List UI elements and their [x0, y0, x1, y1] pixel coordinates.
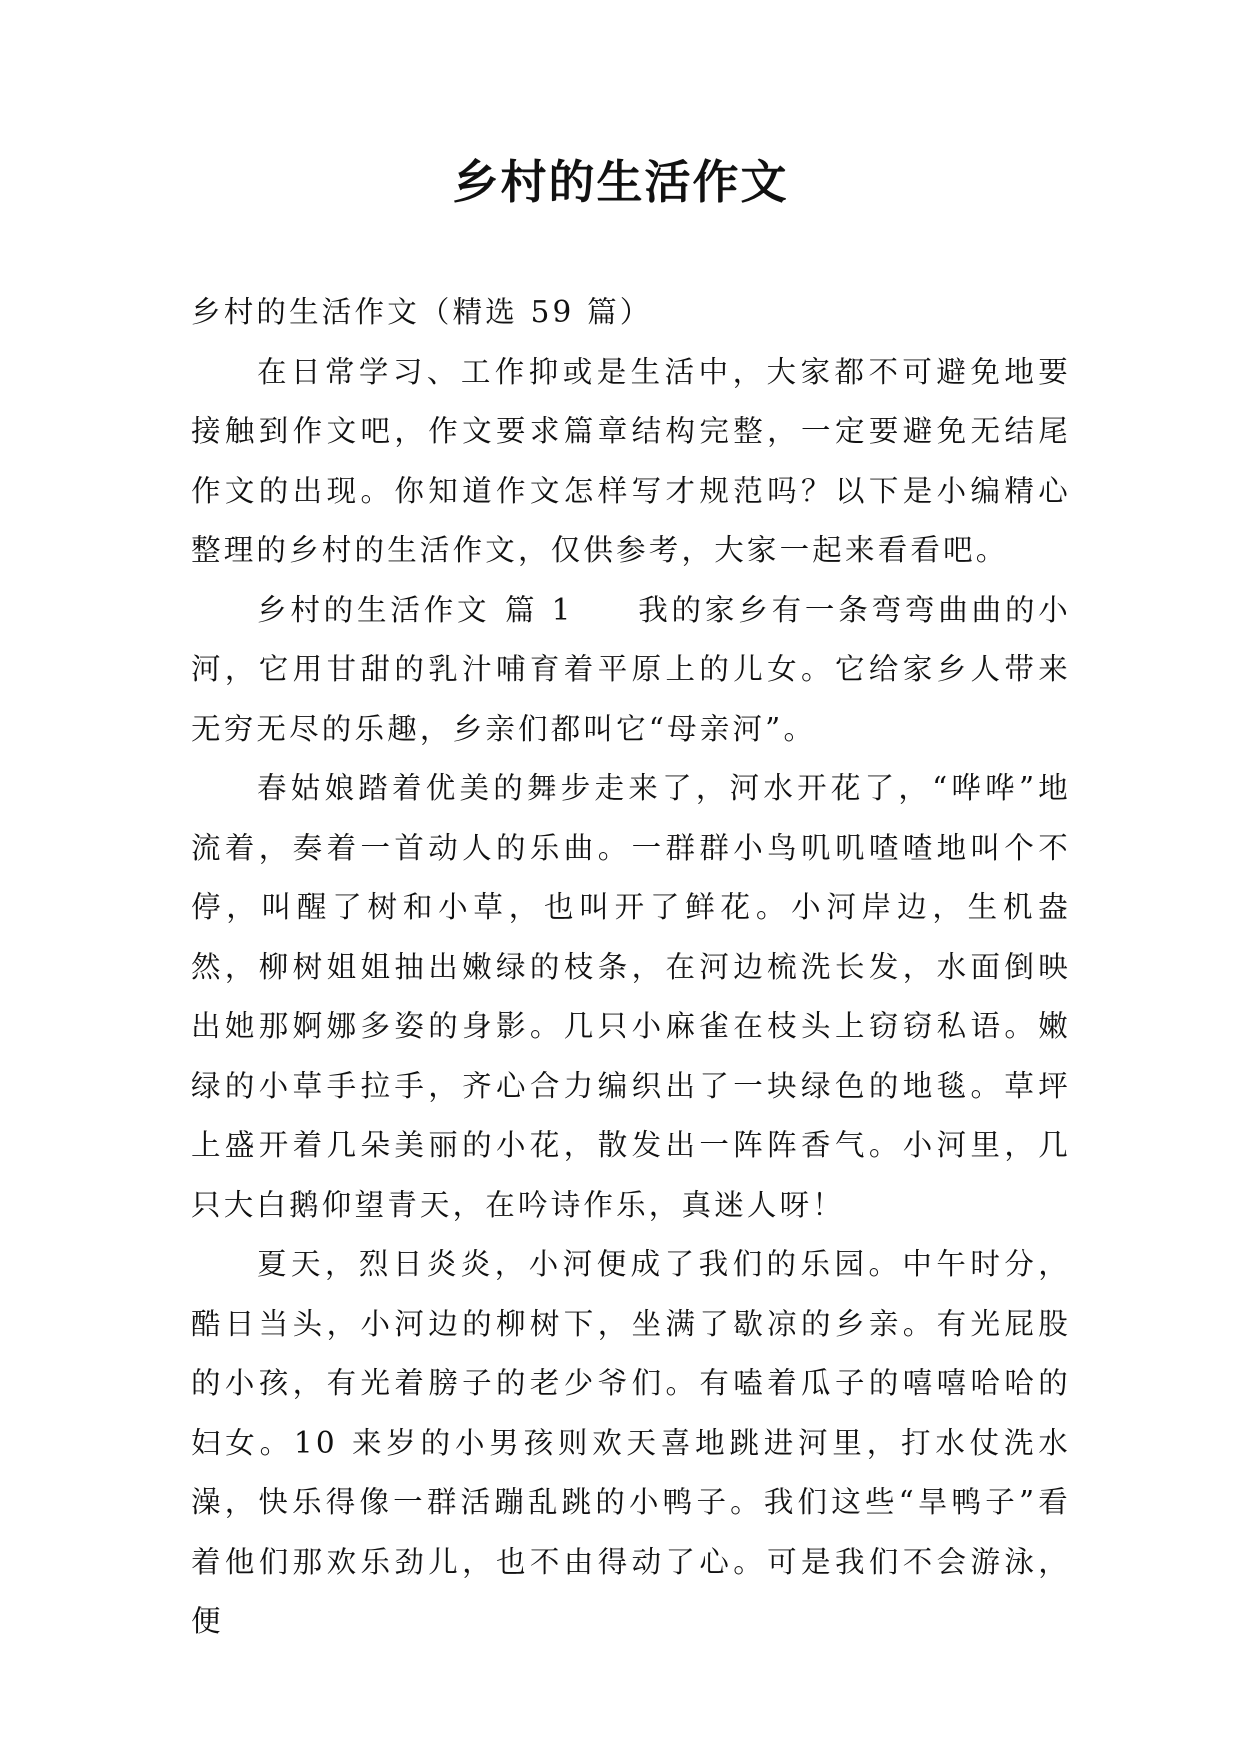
summer-paragraph: 夏天，烈日炎炎，小河便成了我们的乐园。中午时分，酷日当头，小河边的柳树下，坐满了歇凉的乡亲。有光屁股的小孩，有光着膀子的老少爷们。有嗑着瓜子的嘻嘻哈哈的妇女。10 来岁的小男孩则欢天喜地跳进河里，打水仗洗水澡，快乐得像一群活蹦乱跳的小鸭子。我们这些“旱鸭子”看着他们那欢乐劲儿，也不由得动了心。可是我们不会游泳，便 — [191, 1247, 1071, 1638]
section-1-paragraph — [191, 581, 1071, 760]
section-first-text: 我的家乡有一条弯弯曲曲的小河，它用甘甜的乳汁哺育着平原上的儿女。它给家乡人带来无穷无尽的乐趣，乡亲们都叫它“母亲河”。 — [191, 592, 1071, 746]
section-heading-title: 乡村的生活作文 — [257, 592, 491, 627]
intro-paragraph: 在日常学习、工作抑或是生活中，大家都不可避免地要接触到作文吧，作文要求篇章结构完整，一定要避免无结尾作文的出现。你知道作文怎样写才规范吗？以下是小编精心整理的乡村的生活作文，仅供参考，大家一起来看看吧。 — [191, 354, 1071, 567]
section-heading-label: 篇 1 — [504, 592, 574, 627]
spring-paragraph: 春姑娘踏着优美的舞步走来了，河水开花了，“哗哗”地流着，奏着一首动人的乐曲。一群群小鸟叽叽喳喳地叫个不停，叫醒了树和小草，也叫开了鲜花。小河岸边，生机盎然，柳树姐姐抽出嫩绿的枝条，在河边梳洗长发，水面倒映出她那婀娜多姿的身影。几只小麻雀在枝头上窃窃私语。嫩绿的小草手拉手，齐心合力编织出了一块绿色的地毯。草坪上盛开着几朵美丽的小花，散发出一阵阵香气。小河里，几只大白鹅仰望青天，在吟诗作乐，真迷人呀！ — [191, 771, 1071, 1222]
document-body — [191, 283, 1071, 1652]
document-title: 乡村的生活作文 — [452, 155, 789, 209]
document-subtitle: 乡村的生活作文（精选 59 篇） — [191, 295, 653, 329]
